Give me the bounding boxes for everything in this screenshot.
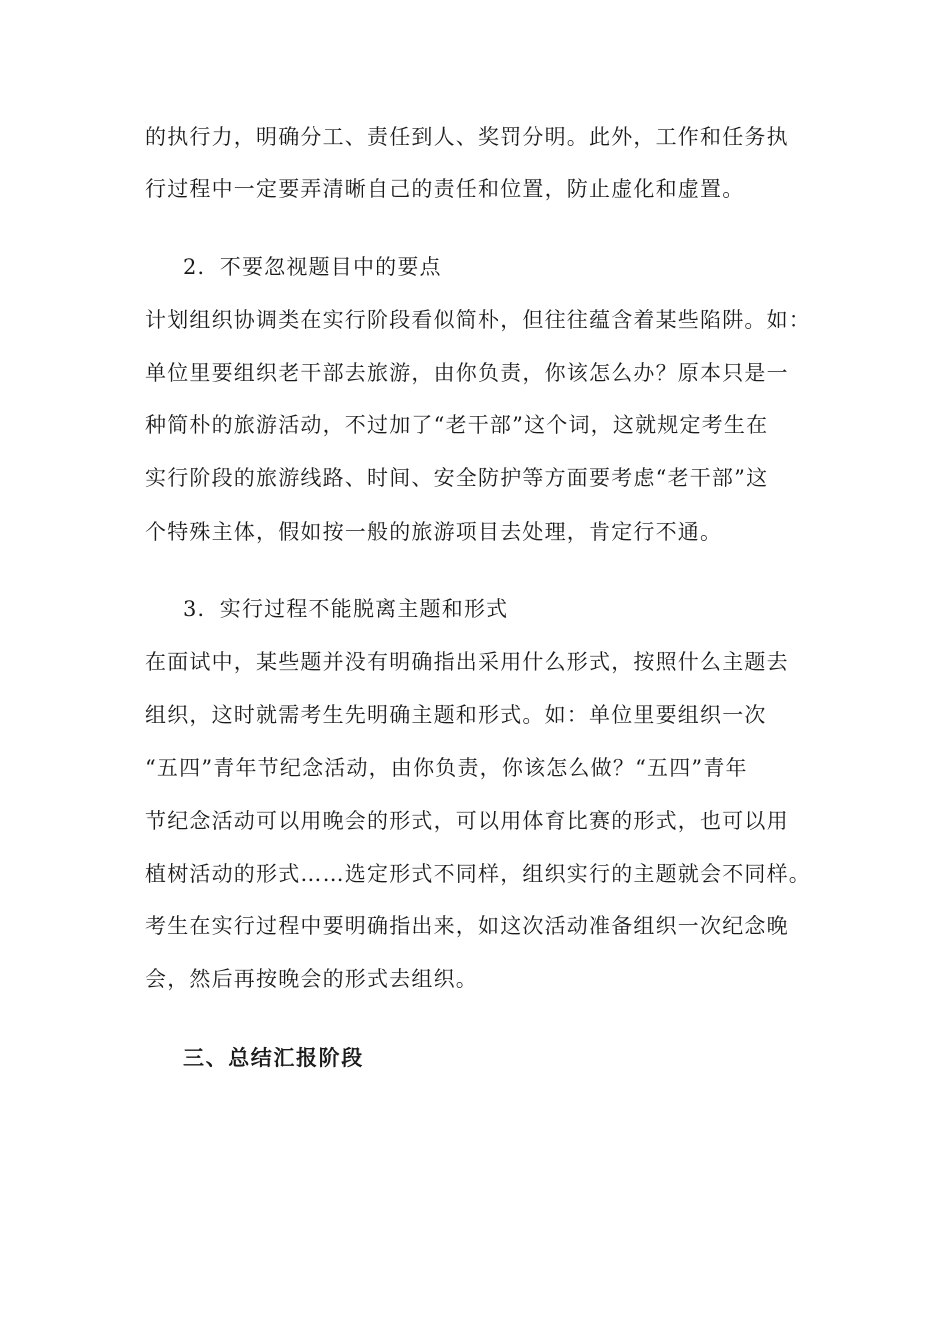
text-line: 节纪念活动可以用晚会的形式，可以用体育比赛的形式，也可以用 — [145, 809, 789, 833]
text-line: 在面试中，某些题并没有明确指出采用什么形式，按照什么主题去 — [145, 650, 789, 674]
text-line: 单位里要组织老干部去旅游，由你负责，你该怎么办？原本只是一 — [145, 361, 789, 385]
text-line: 会，然后再按晚会的形式去组织。 — [145, 967, 478, 991]
text-line: 实行阶段的旅游线路、时间、安全防护等方面要考虑“老干部”这 — [145, 466, 769, 490]
text-line: 组织，这时就需考生先明确主题和形式。如：单位里要组织一次 — [145, 703, 767, 727]
text-line: 个特殊主体，假如按一般的旅游项目去处理，肯定行不通。 — [145, 520, 723, 544]
section-title: 2．不要忽视题目中的要点 — [183, 255, 442, 279]
section-heading: 三、总结汇报阶段 — [183, 1046, 364, 1070]
text-line: “五四”青年节纪念活动，由你负责，你该怎么做？“五四”青年 — [145, 756, 748, 780]
text-line: 种简朴的旅游活动，不过加了“老干部”这个词，这就规定考生在 — [145, 413, 769, 437]
text-line: 的执行力，明确分工、责任到人、奖罚分明。此外，工作和任务执 — [145, 125, 789, 149]
text-line: 考生在实行过程中要明确指出来，如这次活动准备组织一次纪念晚 — [145, 914, 789, 938]
section-title: 3．实行过程不能脱离主题和形式 — [183, 597, 509, 621]
text-line: 行过程中一定要弄清晰自己的责任和位置，防止虚化和虚置。 — [145, 177, 745, 201]
text-line: 植树活动的形式……选定形式不同样，组织实行的主题就会不同样。 — [145, 862, 811, 886]
text-line: 计划组织协调类在实行阶段看似简朴，但往往蕴含着某些陷阱。如： — [145, 308, 811, 332]
